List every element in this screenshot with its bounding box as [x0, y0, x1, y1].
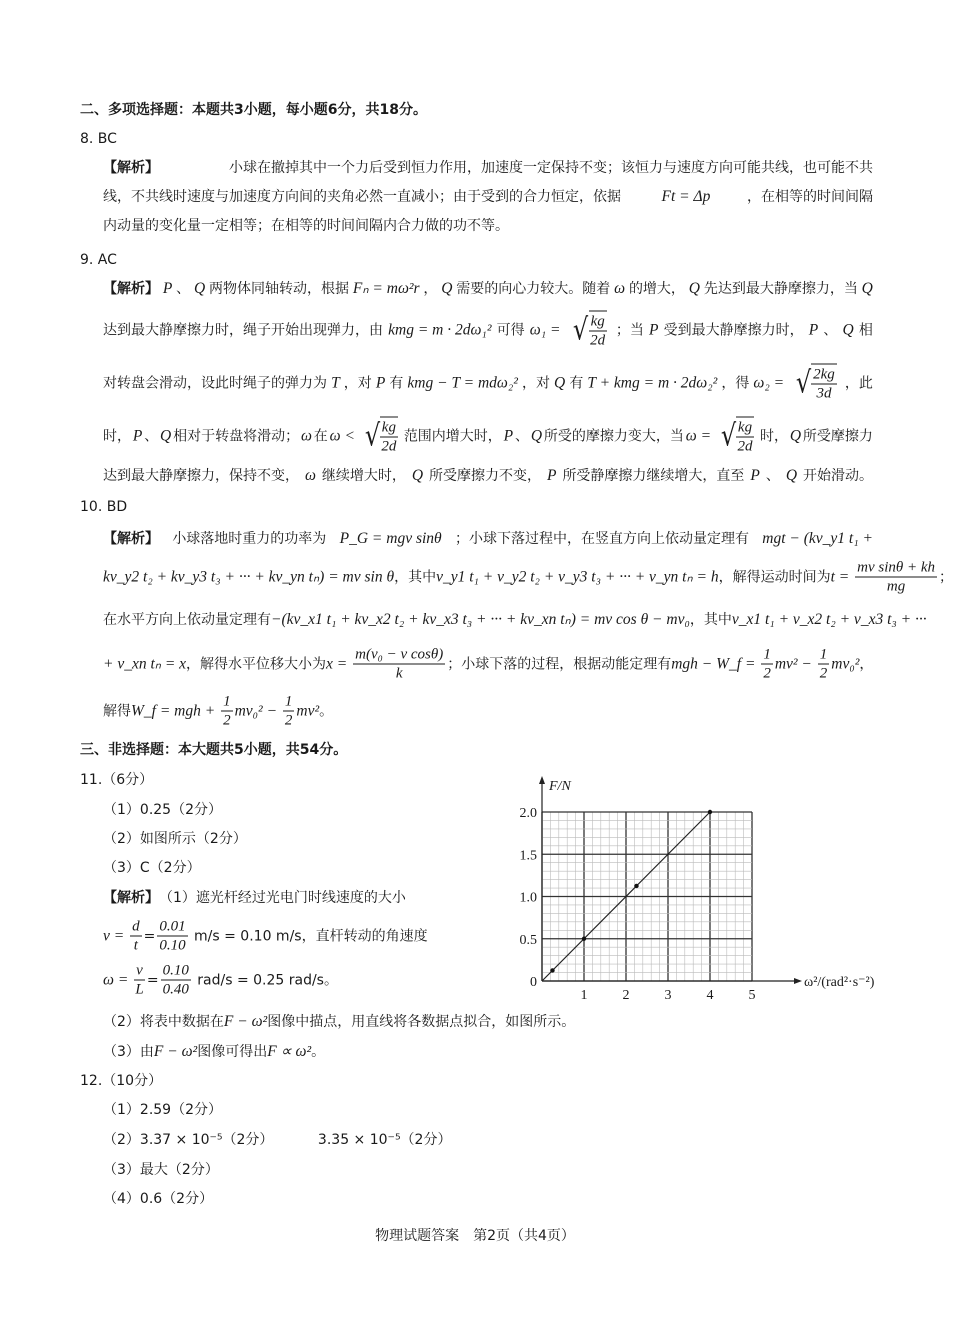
- text-line: [80, 497, 127, 517]
- text-run: 受到最大静摩擦力时，: [663, 322, 804, 338]
- text-run: 小球落地时重力的功率为: [172, 531, 327, 547]
- text-line: [103, 417, 873, 456]
- text-line: [103, 1100, 222, 1120]
- text-run: ，其中: [394, 569, 437, 585]
- y-axis-label: F/N: [549, 779, 571, 794]
- text-run: ，对: [521, 375, 550, 391]
- denominator: L: [135, 981, 144, 998]
- math-expression: Q: [160, 427, 172, 444]
- text-run: 内动量的变化量一定相等；在相等的时间间隔内合力做的功不等。: [103, 218, 509, 234]
- y-tick-label: 2.0: [519, 806, 537, 821]
- text-run: =: [146, 972, 159, 988]
- math-expression: P: [162, 280, 173, 297]
- x-tick-label: 1: [580, 988, 588, 1003]
- denominator: t: [133, 937, 138, 954]
- text-line: [103, 858, 201, 878]
- math-expression: ω =: [685, 427, 715, 444]
- math-expression: Q: [411, 467, 424, 484]
- math-expression: Q: [194, 280, 206, 297]
- fraction: [221, 693, 233, 730]
- numerator: mv sinθ + kh: [857, 559, 936, 576]
- y-axis-arrow-icon: [539, 776, 545, 784]
- analysis-label: 【解析】: [103, 281, 159, 297]
- math-expression: v_y1 t₁ + v_y2 t₂ + v_y3 t₃ + ··· + v_yn tₙ = h: [436, 568, 719, 585]
- math-expression: Q: [530, 427, 543, 444]
- denominator: 2: [819, 665, 828, 682]
- text-run: ，解得运动时间为: [718, 569, 831, 585]
- text-line: [80, 100, 427, 120]
- square-root: [363, 417, 400, 456]
- math-expression: T: [331, 374, 340, 391]
- data-point: [634, 884, 638, 888]
- text-line: [103, 962, 338, 999]
- denominator: 2: [763, 665, 771, 682]
- text-run: 、: [823, 322, 838, 338]
- text-run: 所受静摩擦力继续增大，直至: [562, 468, 745, 484]
- math-expression: Q: [785, 467, 798, 484]
- fraction: [283, 693, 295, 730]
- text-line: [103, 1042, 325, 1062]
- numerator: 1: [763, 646, 771, 663]
- math-expression: F ∝ ω²: [267, 1043, 312, 1060]
- text-run: ，得: [721, 375, 750, 391]
- data-point: [550, 968, 554, 972]
- page-footer: 物理试题答案 第2页（共4页）: [375, 1228, 575, 1244]
- x-tick-label: 5: [748, 988, 756, 1003]
- text-run: 、: [144, 428, 159, 444]
- fraction: [736, 417, 754, 456]
- text-run: 可得: [496, 322, 525, 338]
- numerator: kg: [590, 313, 605, 330]
- fraction: [855, 559, 937, 596]
- text-run: 图像可得出: [197, 1044, 268, 1060]
- text-run: 的增大，: [628, 281, 685, 297]
- text-run: 所受摩擦力不变，: [429, 468, 542, 484]
- radical-sign-icon: √: [364, 418, 380, 453]
- text-run: 开始滑动。: [802, 468, 873, 484]
- fraction: [157, 918, 187, 955]
- numerator: 1: [223, 693, 231, 710]
- numerator: 1: [284, 693, 293, 710]
- math-expression: + v_xn tₙ = x: [103, 655, 187, 672]
- math-expression: T + kmg = m · 2dω₂²: [587, 374, 718, 391]
- math-expression: F − ω²: [223, 1013, 268, 1030]
- text-run: ，解得水平位移大小为: [186, 656, 327, 672]
- text-run: ；小球下落过程中，在竖直方向上依动量定理有: [454, 531, 749, 547]
- math-expression: P_G = mgv sinθ: [339, 530, 442, 547]
- section-heading: 二、多项选择题：本题共3小题，每小题6分，共18分。: [80, 102, 427, 118]
- text-run: ；: [939, 569, 953, 585]
- text-run: （2）3.37 × 10⁻⁵（2分） 3.35 × 10⁻⁵（2分）: [103, 1132, 452, 1148]
- text-run: 小球在撤掉其中一个力后受到恒力作用，加速度一定保持不变；该恒力与速度方向可能共线，也可能不共: [229, 160, 873, 176]
- denominator: k: [395, 665, 403, 682]
- math-expression: kmg − T = mdω₂²: [407, 374, 518, 391]
- math-expression: t =: [830, 568, 854, 585]
- math-expression: P: [375, 374, 386, 391]
- text-run: 11.（6分）: [80, 772, 154, 788]
- radical-sign-icon: √: [573, 312, 589, 347]
- text-run: 时，: [759, 428, 788, 444]
- text-line: [103, 1160, 219, 1180]
- text-run: （4）0.6（2分）: [103, 1191, 214, 1207]
- text-run: （2）如图所示（2分）: [103, 831, 247, 847]
- text-line: [103, 610, 927, 630]
- denominator: 2d: [590, 332, 606, 349]
- text-run: 线，不共线时速度与加速度方向间的夹角必然一直减小；由于受到的合力恒定，依据: [103, 189, 621, 205]
- y-tick-label: 1.0: [519, 890, 537, 906]
- radical-sign-icon: √: [720, 418, 737, 453]
- math-expression: mgt − (kv_y1 t₁ +: [762, 530, 873, 547]
- text-run: 相: [858, 322, 873, 338]
- text-run: m/s = 0.10 m/s，直杆转动的角速度: [189, 928, 428, 944]
- math-expression: ω <: [329, 427, 359, 444]
- square-root: [571, 311, 608, 350]
- fraction: [130, 918, 142, 955]
- text-run: （2）将表中数据在: [103, 1014, 224, 1030]
- section-heading: 三、非选择题：本大题共5小题，共54分。: [80, 742, 348, 758]
- math-expression: ω₁ =: [529, 321, 565, 338]
- math-expression: P: [808, 321, 819, 338]
- text-line: [103, 829, 247, 849]
- square-root: [794, 364, 839, 403]
- text-line: [80, 250, 117, 270]
- analysis-label: 【解析】: [103, 160, 159, 176]
- denominator: 0.10: [159, 937, 186, 954]
- math-expression: Fₙ = mω²r: [352, 280, 420, 297]
- text-run: 、: [176, 281, 191, 297]
- numerator: kg: [737, 419, 753, 436]
- square-root: [719, 417, 756, 456]
- math-expression: P: [132, 427, 143, 444]
- text-line: [80, 1071, 162, 1091]
- text-run: 9. AC: [80, 252, 117, 268]
- math-expression: kv_y2 t₂ + kv_y3 t₃ + ··· + kv_yn tₙ) = mv sin θ: [103, 568, 395, 585]
- x-tick-label: 2: [622, 988, 630, 1003]
- text-run: ，其中: [689, 612, 732, 628]
- text-line: [103, 364, 873, 403]
- text-line: [103, 311, 873, 350]
- text-run: （1）0.25（2分）: [103, 802, 222, 818]
- math-expression: Ft = Δp: [657, 188, 711, 205]
- math-expression: mv²: [296, 702, 320, 719]
- numerator: m(v₀ − v cosθ): [355, 646, 444, 663]
- denominator: mg: [886, 578, 906, 595]
- math-expression: W_f = mgh +: [131, 702, 220, 719]
- text-run: 达到最大静摩擦力时，绳子开始出现弹力，由: [103, 322, 383, 338]
- radical-sign-icon: √: [795, 365, 812, 400]
- text-run: 8. BC: [80, 131, 117, 147]
- text-run: ，对: [343, 375, 372, 391]
- text-run: 、: [765, 468, 780, 484]
- text-run: 范围内增大时，: [403, 428, 502, 444]
- text-run: （3）C（2分）: [103, 860, 201, 876]
- math-expression: P: [503, 427, 514, 444]
- fraction: [134, 962, 145, 999]
- text-line: [103, 1130, 451, 1150]
- math-expression: x =: [326, 655, 352, 672]
- text-run: 有: [569, 375, 584, 391]
- text-run: 解得: [103, 703, 131, 719]
- text-run: 、: [515, 428, 529, 444]
- math-expression: mgh − W_f =: [671, 655, 760, 672]
- text-run: 在: [313, 428, 328, 444]
- math-expression: F − ω²: [153, 1043, 198, 1060]
- text-run: 相对于转盘将滑动；: [173, 428, 300, 444]
- math-expression: P: [750, 467, 760, 484]
- math-expression: Q: [688, 280, 700, 297]
- text-run: 。: [319, 703, 334, 719]
- math-expression: P: [649, 321, 659, 338]
- text-run: （3）由: [103, 1044, 154, 1060]
- math-expression: kmg = m · 2dω₁²: [388, 321, 492, 338]
- numerator: v: [136, 962, 143, 979]
- text-line: [103, 187, 873, 207]
- numerator: 0.01: [159, 918, 186, 935]
- math-expression: P: [547, 467, 557, 484]
- fraction: [161, 962, 191, 999]
- text-line: [103, 646, 873, 683]
- y-tick-label: 0.5: [519, 932, 537, 948]
- data-point: [582, 937, 586, 941]
- math-expression: mv₀²: [831, 655, 860, 672]
- numerator: 1: [819, 646, 828, 663]
- fraction: [589, 311, 607, 350]
- text-run: （1）2.59（2分）: [103, 1102, 222, 1118]
- text-run: 所受摩擦力: [802, 428, 873, 444]
- fraction: [818, 646, 830, 683]
- math-expression: Q: [441, 280, 453, 297]
- fraction: [380, 417, 398, 456]
- text-run: 需要的向心力较大。随着: [456, 281, 611, 297]
- denominator: 2: [223, 712, 231, 729]
- text-line: [103, 158, 873, 178]
- math-expression: Q: [554, 374, 566, 391]
- text-run: 对转盘会滑动，设此时绳子的弹力为: [103, 375, 327, 391]
- analysis-label: 【解析】: [103, 531, 159, 547]
- x-tick-label: 3: [664, 988, 672, 1003]
- x-tick-label: 4: [706, 988, 714, 1003]
- fraction: [761, 646, 773, 683]
- text-run: 在水平方向上依动量定理有: [103, 612, 271, 628]
- text-run: 达到最大静摩擦力，保持不变，: [103, 468, 299, 484]
- denominator: 3d: [816, 385, 832, 402]
- text-run: ，在相等的时间间隔: [747, 189, 873, 205]
- text-run: 有: [389, 375, 404, 391]
- text-run: 图像中描点，用直线将各数据点拟合，如图所示。: [267, 1014, 576, 1030]
- text-line: [103, 279, 873, 299]
- text-line: [103, 1012, 575, 1032]
- math-expression: ω: [300, 427, 312, 444]
- numerator: 2kg: [813, 366, 835, 383]
- math-expression: v =: [103, 927, 129, 944]
- fraction: [811, 364, 837, 403]
- x-axis-arrow-icon: [794, 978, 802, 984]
- denominator: 2: [284, 712, 293, 729]
- text-line: [80, 740, 347, 760]
- data-point: [708, 810, 712, 814]
- text-line: [103, 559, 953, 596]
- text-run: ；当: [615, 322, 644, 338]
- math-expression: Q: [861, 280, 873, 297]
- math-expression: Q: [842, 321, 854, 338]
- numerator: 0.10: [162, 962, 189, 979]
- numerator: kg: [381, 419, 396, 436]
- text-line: [103, 693, 333, 730]
- text-run: =: [143, 928, 156, 944]
- text-run: ，: [859, 656, 874, 672]
- text-run: 所受的摩擦力变大，当: [543, 428, 684, 444]
- text-run: （1）遮光杆经过光电门时线速度的大小: [159, 890, 406, 906]
- math-expression: ω: [304, 467, 316, 484]
- math-expression: mv² −: [774, 655, 816, 672]
- text-line: [103, 888, 406, 908]
- math-expression: mv₀² −: [234, 702, 281, 719]
- math-expression: ω =: [103, 971, 133, 988]
- math-expression: Q: [789, 427, 802, 444]
- f-omega-squared-chart: [500, 770, 880, 1003]
- denominator: 2d: [381, 438, 397, 455]
- text-line: [103, 529, 873, 549]
- text-run: 先达到最大静摩擦力，当: [703, 281, 858, 297]
- text-line: [103, 466, 873, 486]
- text-run: ；小球下落的过程，根据动能定理有: [447, 656, 672, 672]
- x-axis-label: ω²/(rad²·s⁻²): [804, 975, 875, 990]
- text-run: 10. BD: [80, 499, 128, 515]
- text-line: [103, 216, 509, 236]
- text-line: [103, 1189, 213, 1209]
- text-run: （3）最大（2分）: [103, 1162, 219, 1178]
- math-expression: ω₂ =: [753, 374, 788, 391]
- text-run: rad/s = 0.25 rad/s。: [192, 972, 338, 988]
- numerator: d: [132, 918, 140, 935]
- denominator: 2d: [737, 438, 753, 455]
- fraction: [353, 646, 445, 683]
- text-run: 时，: [103, 428, 131, 444]
- text-line: [80, 770, 153, 790]
- text-line: [103, 800, 222, 820]
- text-run: ，此: [844, 375, 873, 391]
- y-tick-label: 1.5: [519, 848, 537, 864]
- math-expression: v_x1 t₁ + v_x2 t₂ + v_x3 t₃ + ···: [731, 611, 927, 628]
- math-expression: −(kv_x1 t₁ + kv_x2 t₂ + kv_x3 t₃ + ··· + kv_xn tₙ) = mv cos θ − mv₀: [271, 611, 690, 628]
- text-run: 12.（10分）: [80, 1073, 163, 1089]
- text-run: ，: [423, 281, 438, 297]
- text-line: [80, 129, 117, 149]
- text-run: 两物体同轴转动，根据: [209, 281, 350, 297]
- denominator: 0.40: [162, 981, 189, 998]
- y-tick-label: 0: [530, 975, 537, 990]
- math-expression: ω: [614, 280, 626, 297]
- analysis-label: 【解析】: [103, 890, 159, 906]
- text-run: 。: [311, 1044, 326, 1060]
- text-line: [103, 918, 428, 955]
- text-run: 继续增大时，: [321, 468, 406, 484]
